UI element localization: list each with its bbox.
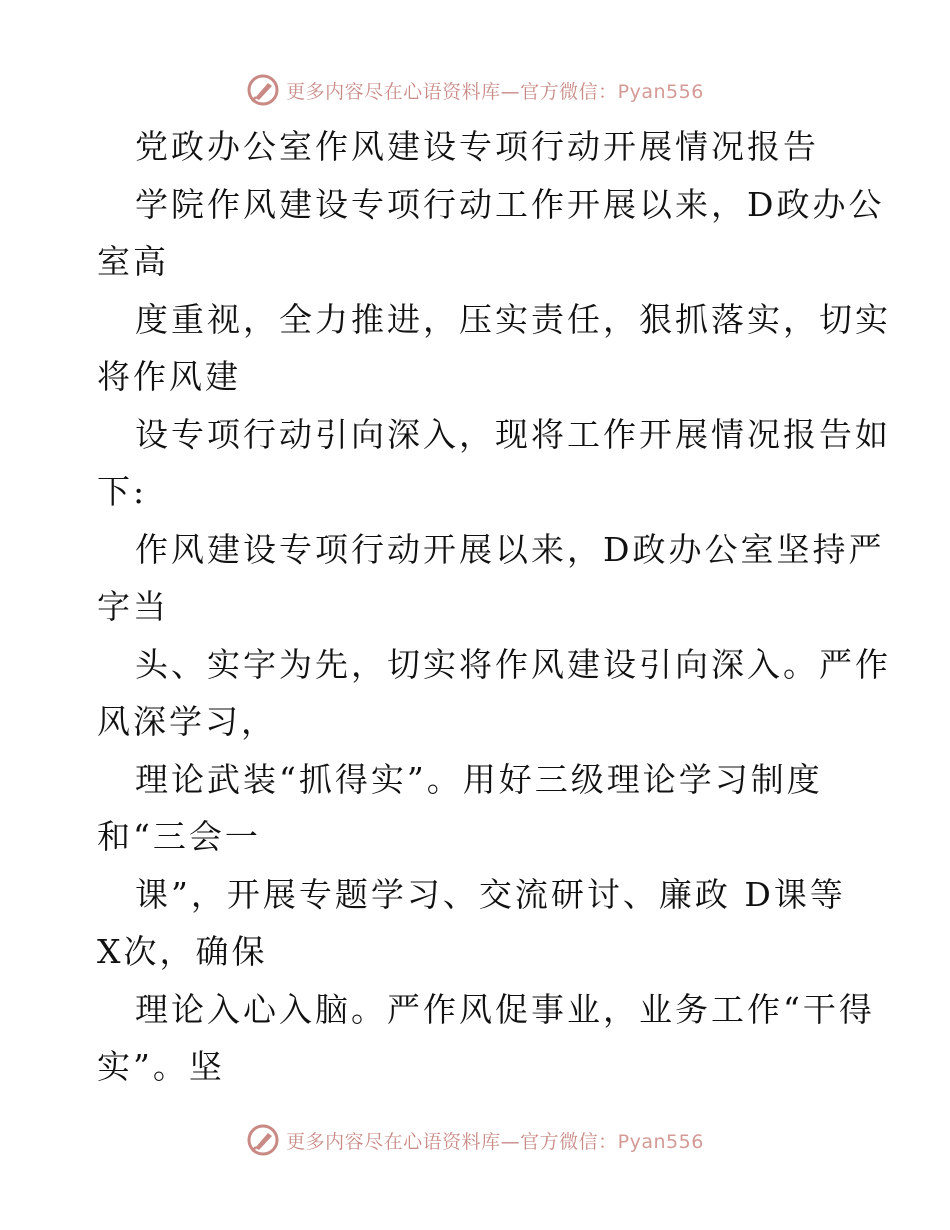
text-line: X次，确保 <box>97 932 268 971</box>
text-line: 理论武装“抓得实”。用好三级理论学习制度 <box>135 759 823 799</box>
text-line: 作风建设专项行动开展以来，D政办公室坚持严 <box>135 529 885 569</box>
pen-seal-icon <box>246 1123 280 1157</box>
watermark-text: 更多内容尽在心语资料库—官方微信：Pyan556 <box>286 1130 704 1153</box>
text-line: 学院作风建设专项行动工作开展以来，D政办公 <box>135 184 885 224</box>
text-line: 实”。坚 <box>97 1047 225 1086</box>
text-line: 设专项行动引向深入，现将工作开展情况报告如 <box>135 414 891 454</box>
text-line: 室高 <box>97 242 169 281</box>
footer-watermark <box>0 1120 950 1160</box>
text-line: 下: <box>97 472 148 511</box>
document-body <box>97 118 891 1096</box>
text-line: 课”，开展专题学习、交流研讨、廉政 D课等 <box>135 874 846 914</box>
text-line: 将作风建 <box>97 357 241 396</box>
watermark-id: Pyan556 <box>617 80 704 103</box>
document-title: 党政办公室作风建设专项行动开展情况报告 <box>135 127 819 166</box>
text-line: 头、实字为先，切实将作风建设引向深入。严作 <box>135 644 891 684</box>
text-line: 和“三会一 <box>97 817 261 856</box>
watermark-text: 更多内容尽在心语资料库—官方微信：Pyan556 <box>286 80 704 103</box>
text-line: 风深学习， <box>97 702 277 741</box>
text-line: 度重视，全力推进，压实责任，狠抓落实，切实 <box>135 299 891 339</box>
pen-seal-icon <box>246 73 280 107</box>
text-line: 理论入心入脑。严作风促事业，业务工作“干得 <box>135 989 875 1029</box>
text-line: 字当 <box>97 587 169 626</box>
watermark-id: Pyan556 <box>617 1130 704 1153</box>
header-watermark <box>0 70 950 110</box>
